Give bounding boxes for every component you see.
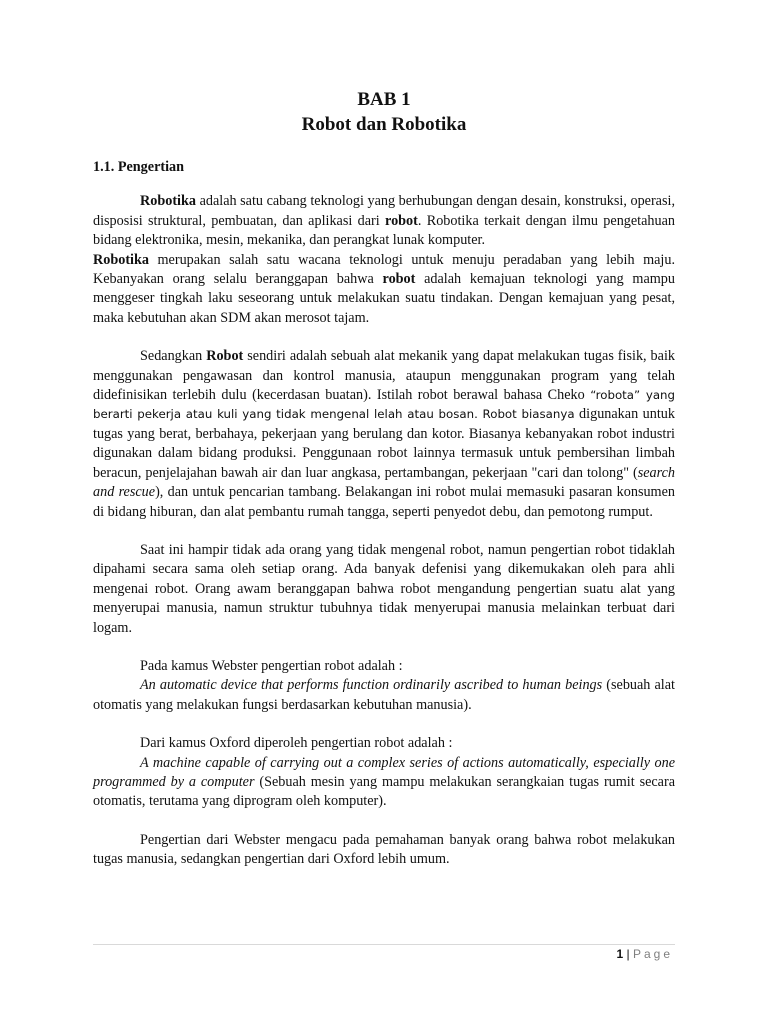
text-run: merupakan salah satu wacana teknologi untuk menuju peradaban yang lebih maju. Kebanyakan orang selalu beranggapan bahwa (93, 251, 675, 288)
section-heading: 1.1. Pengertian (93, 159, 185, 175)
italic-quote: An automatic device that performs function ordinarily ascribed to human beings (140, 677, 603, 694)
text-run: ), dan untuk pencarian tambang. Belakangan ini robot mulai memasuki pasaran konsumen di bidang hiburan, dan alat pembantu rumah tangga, seperti penyedot debu, dan pemotong rumput. (93, 484, 675, 520)
paragraph-robot-understanding: Saat ini hampir tidak ada orang yang tidak mengenal robot, namun pengertian robot tidaklah dipahami secara sama oleh setiap orang. Ada banyak defenisi yang dikemukakan oleh para ahli mengenai robot. Orang awam beranggapan bahwa robot mengandung pengertian suatu alat yang menyerupai manusia, namun struktur tubuhnya tidak menyerupai manusia melainkan terbuat dari logam. (93, 541, 675, 636)
bold-term: Robotika (93, 251, 149, 268)
bold-term: Robot (206, 348, 244, 365)
text-run: (sebuah alat otomatis yang melakukan fungsi berdasarkan kebutuhan manusia). (93, 677, 675, 713)
paragraph-comparison: Pengertian dari Webster mengacu pada pemahaman banyak orang bahwa robot melakukan tugas manusia, sedangkan pengertian dari Oxford lebih umum. (93, 831, 675, 868)
paragraph-robotika-definition (93, 192, 675, 250)
italic-quote: A machine capable of carrying out a complex series of actions automatically, especially one programmed by a computer (93, 754, 675, 790)
body-content (93, 158, 675, 870)
text-run: . Robotika terkait dengan ilmu pengetahuan bidang elektronika, mesin, mekanika, dan perangkat lunak komputer. (93, 212, 675, 249)
bold-term: robot (382, 271, 416, 288)
paragraph-webster-quote (93, 676, 675, 715)
chapter-title: Robot dan Robotika (301, 114, 467, 135)
text-run: sendiri adalah sebuah alat mekanik yang dapat melakukan tugas fisik, baik menggunakan pengawasan dan kontrol manusia, ataupun menggunakan program yang telah didefinisikan terlebih dulu (kecerdasan buatan). Istilah robot berawal bahasa Cheko (93, 348, 675, 404)
footer-divider (93, 944, 675, 945)
paragraph-oxford-intro: Dari kamus Oxford diperoleh pengertian robot adalah : (140, 735, 453, 752)
paragraph-oxford-quote (93, 754, 675, 812)
paragraph-robot-definition (93, 347, 675, 522)
paragraph-robotika-wacana (93, 251, 675, 329)
sans-text-run: “robota” yang berarti pekerja atau kuli yang tidak mengenal lelah atau bosan. Robot biasanya (93, 388, 676, 422)
text-run: adalah satu cabang teknologi yang berhubungan dengan desain, konstruksi, operasi, disposisi struktural, pembuatan, dan aplikasi dari (93, 193, 675, 229)
bold-term: Robotika (140, 193, 196, 210)
text-run: adalah kemajuan teknologi yang mampu menggeser tingkah laku seseorang untuk melakukan suatu tindakan. Dengan kemajuan yang pesat, maka kebutuhan akan SDM akan merosot tajam. (93, 271, 675, 326)
page-number: 1 (616, 947, 624, 961)
page-footer (616, 947, 673, 961)
chapter-heading: BAB 1 (357, 89, 411, 110)
text-run: digunakan untuk tugas yang berat, berbahaya, pekerjaan yang berulang dan kotor. Biasanya kebanyakan robot industri digunakan dalam bidang produksi. Penggunaan robot lainnya termasuk untuk pembersihan limbah beracun, penjelajahan bawah air dan luar angkasa, pertambangan, pekerjaan "cari dan tolong" ( (93, 406, 675, 481)
footer-separator: | (623, 947, 633, 961)
text-run: Sedangkan (140, 348, 207, 365)
title-block (0, 87, 768, 137)
bold-term: robot (385, 212, 418, 229)
paragraph-webster-intro: Pada kamus Webster pengertian robot adalah : (140, 657, 403, 674)
page-label: Page (632, 947, 673, 961)
italic-term: search and rescue (93, 464, 675, 501)
text-run: (Sebuah mesin yang mampu melakukan serangkaian tugas rumit secara otomatis, terutama yang diprogram oleh komputer). (93, 773, 675, 810)
